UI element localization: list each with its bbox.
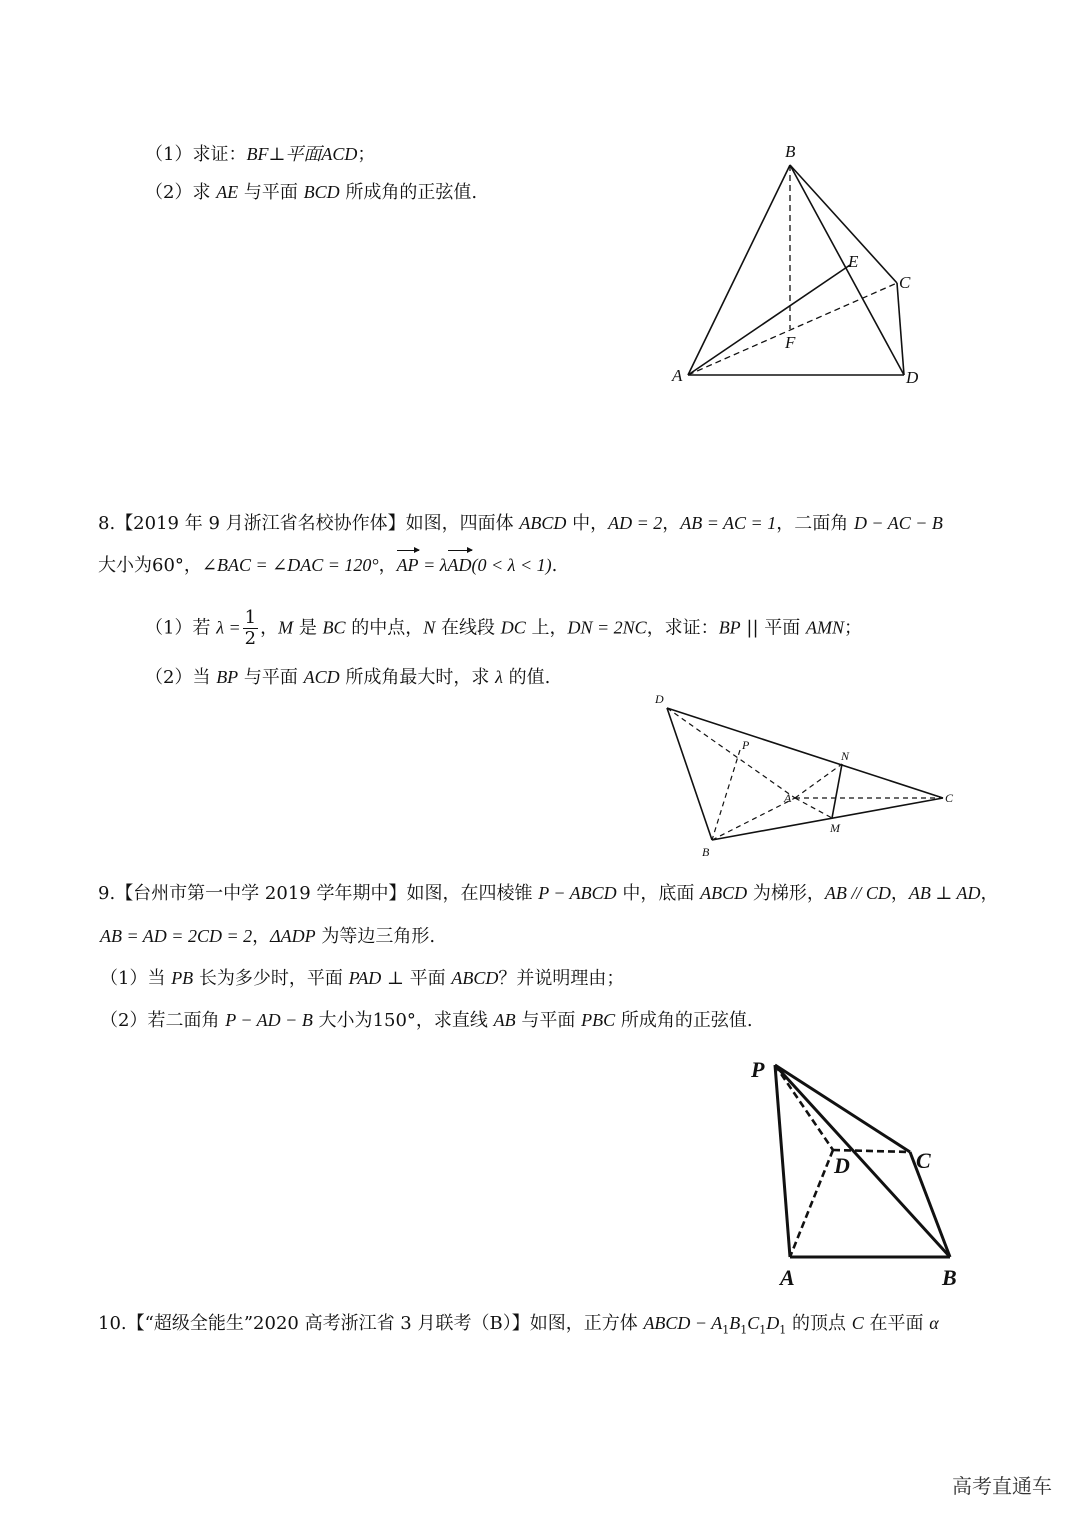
vector-ap: AP bbox=[396, 555, 419, 575]
label-c: C bbox=[899, 273, 911, 292]
segment-an bbox=[795, 764, 842, 798]
label-c: C bbox=[916, 1148, 931, 1173]
edge-bd bbox=[790, 165, 904, 375]
edge-pa bbox=[775, 1065, 790, 1257]
label-b: B bbox=[702, 845, 710, 859]
watermark-text: 高考直通车 bbox=[952, 1474, 1052, 1498]
q9-stem-line1: 9.【台州市第一中学 2019 学年期中】如图，在四棱锥 P − ABCD 中，底面 ABCD 为梯形，AB // CD，AB ⊥ AD， bbox=[98, 883, 999, 904]
segment-ae bbox=[688, 265, 850, 375]
segment-nm bbox=[832, 764, 842, 818]
label-a: A bbox=[780, 1265, 795, 1290]
label-a: A bbox=[784, 791, 792, 805]
q9-part1: （1）当 PB 长为多少时，平面 PAD ⊥ 平面 ABCD？并说明理由； bbox=[100, 968, 625, 989]
vector-ad: AD bbox=[447, 555, 472, 575]
q8-part1: （1）若 λ = $\frac{1}{2}$ ，M 是 BC 的中点，N 在线段 DC 上，DN = 2NC，求证：BP || 平面 AMN； bbox=[145, 607, 862, 649]
label-p: P bbox=[751, 1057, 765, 1082]
edge-bc bbox=[790, 165, 897, 283]
q7-part1: （1）求证：BF⊥平面ACD； bbox=[145, 144, 376, 165]
fraction-one-half: $\frac{1}{2}$ bbox=[244, 607, 257, 649]
segment-pb bbox=[712, 750, 740, 840]
q8-tetrahedron-figure bbox=[645, 688, 965, 863]
q10-stem-line1: 10.【“超级全能生”2020 高考浙江省 3 月联考（B）】如图，正方体 ABCD − $A_1B_1C_1D_1$ 的顶点 C 在平面 α bbox=[98, 1313, 939, 1337]
segment-am bbox=[795, 798, 832, 818]
edge-pd bbox=[775, 1065, 833, 1150]
edge-dc bbox=[667, 708, 943, 798]
label-m: M bbox=[830, 821, 840, 835]
edge-db bbox=[667, 708, 712, 840]
edge-cd bbox=[897, 283, 904, 375]
q9-part2: （2）若二面角 P − AD − B 大小为150°，求直线 AB 与平面 PBC 所成角的正弦值. bbox=[100, 1010, 753, 1031]
label-p: P bbox=[742, 738, 750, 752]
label-b: B bbox=[942, 1265, 957, 1290]
edge-ba bbox=[712, 798, 795, 840]
label-c: C bbox=[945, 791, 954, 805]
label-d: D bbox=[655, 692, 664, 706]
label-d: D bbox=[834, 1153, 850, 1178]
edge-da bbox=[790, 1150, 833, 1257]
edge-dc bbox=[833, 1150, 910, 1152]
q8-stem-line1: 8.【2019 年 9 月浙江省名校协作体】如图，四面体 ABCD 中，AD = 2，AB = AC = 1，二面角 D − AC − B bbox=[98, 513, 943, 534]
edge-da bbox=[667, 708, 795, 798]
label-b: B bbox=[785, 142, 796, 161]
label-e: E bbox=[848, 252, 859, 271]
q7-part2: （2）求 AE 与平面 BCD 所成角的正弦值. bbox=[145, 182, 478, 203]
edge-ba bbox=[688, 165, 790, 375]
label-n: N bbox=[841, 749, 850, 763]
q7-tetrahedron-figure bbox=[660, 135, 940, 395]
label-a: A bbox=[672, 366, 683, 385]
edge-ac bbox=[688, 283, 897, 375]
edge-bc bbox=[712, 798, 943, 840]
q8-part2: （2）当 BP 与平面 ACD 所成角最大时，求 λ 的值. bbox=[145, 667, 551, 688]
q9-stem-line2: AB = AD = 2CD = 2，ΔADP 为等边三角形. bbox=[100, 926, 436, 947]
q9-pyramid-figure bbox=[745, 1050, 975, 1290]
label-f: F bbox=[785, 333, 796, 352]
label-d: D bbox=[906, 368, 919, 387]
q8-stem-line2: 大小为60°，∠BAC = ∠DAC = 120°，AP = λAD(0 < λ < 1). bbox=[98, 555, 558, 576]
